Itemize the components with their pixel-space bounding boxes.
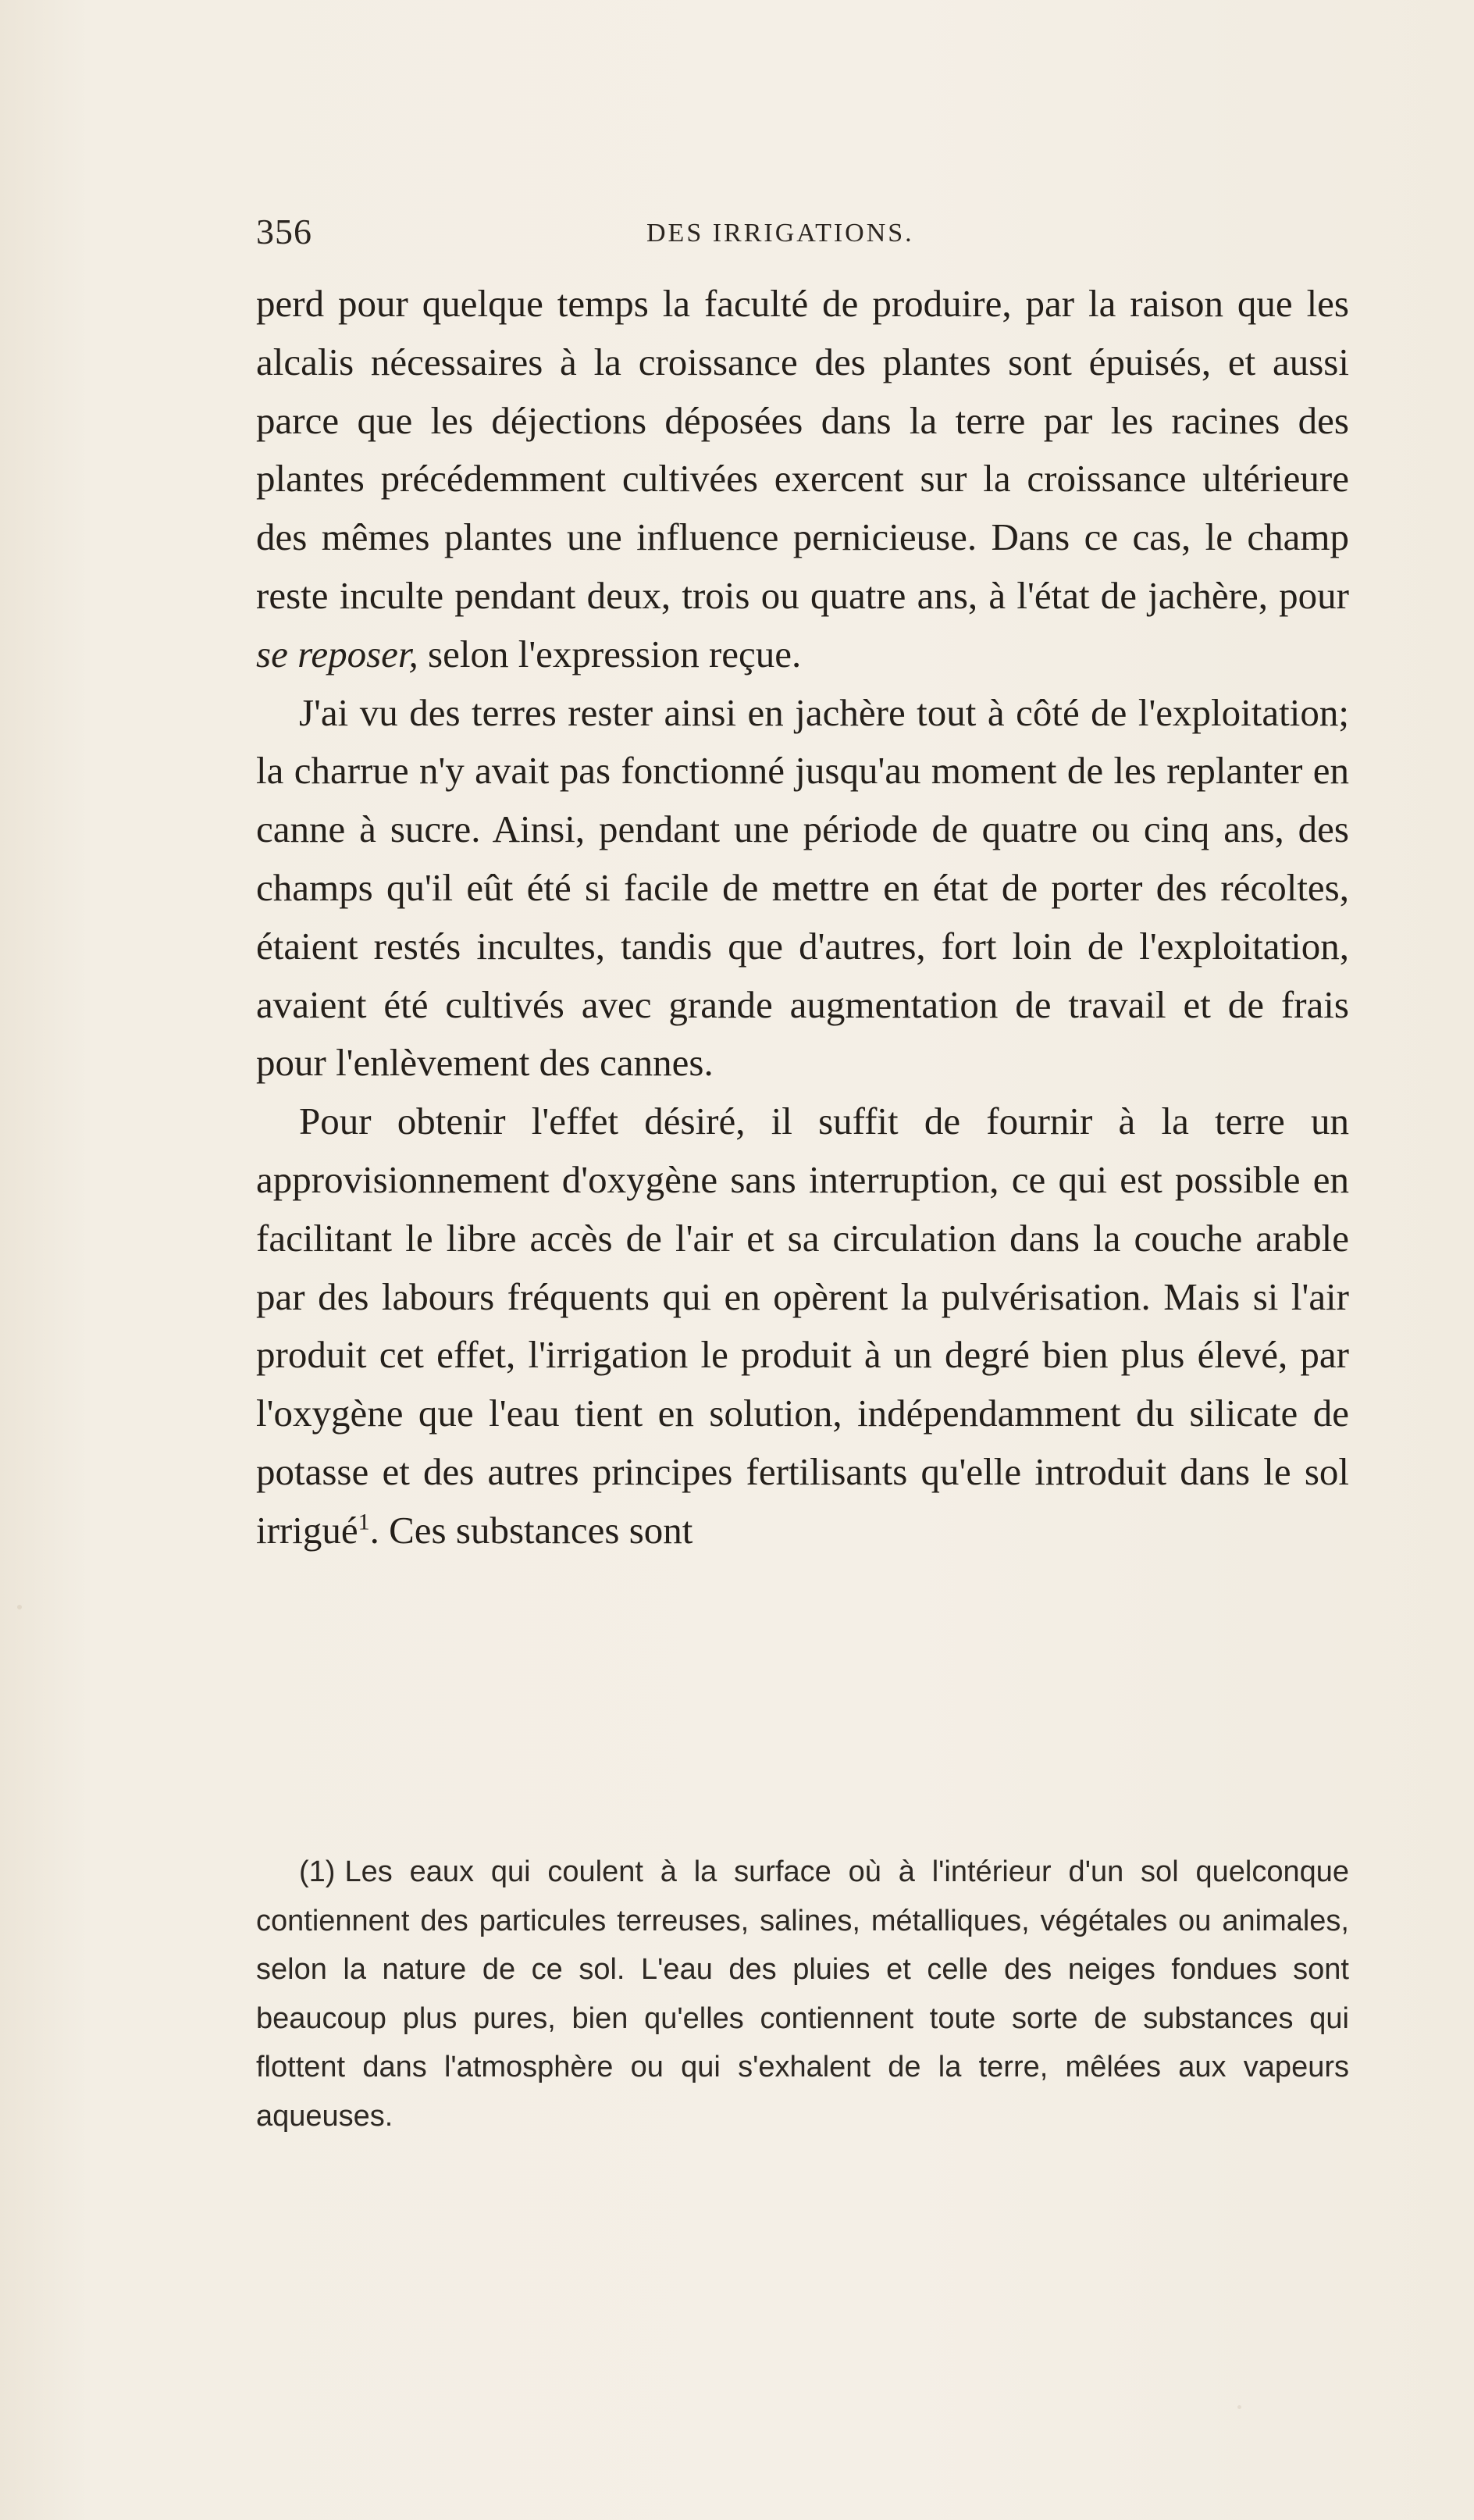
running-head: DES IRRIGATIONS. [646,219,914,248]
emphasis-text: se reposer, [256,632,418,675]
footnote-reference: 1 [358,1509,370,1535]
page-header [256,211,1349,266]
footnotes [256,1848,1349,2140]
paragraph-text: perd pour quelque temps la faculté de produire, par la raison que les alcalis nécessaires à la croissance des plantes sont épuisés, et aussi parce que les déjections déposées dans la terre par les racines des plantes précédemment cultivées exercent sur la croissance ultérieure des mêmes plantes une influence pernicieuse. Dans ce cas, le champ reste inculte pendant deux, trois ou quatre ans, à l'état de jachère, pour [256,282,1349,617]
paragraph-text: J'ai vu des terres rester ainsi en jachère tout à côté de l'exploitation; la charrue n'y avait pas fonctionné jusqu'au moment de les replanter en canne à sucre. Ainsi, pendant une période de quatre ou cinq ans, des champs qu'il eût été si facile de mettre en état de porter des récoltes, étaient restés incultes, tandis que d'autres, fort loin de l'exploitation, avaient été cultivés avec grande augmentation de travail et de frais pour l'enlèvement des cannes. [256,690,1349,1085]
footnote [256,1848,1349,2140]
paragraph [256,1092,1349,1559]
paper-foxing-spot [1237,2405,1241,2409]
paragraph [256,684,1349,1093]
footnote-number: (1) [299,1855,336,1888]
paragraph [256,275,1349,684]
paper-foxing-spot [17,1605,22,1609]
paragraph-tail: . Ces substances sont [369,1508,693,1552]
page-number: 356 [256,212,312,251]
footnote-text: Les eaux qui coulent à la surface où à l'intérieur d'un sol quelconque contiennent des particules terreuses, salines, métalliques, végétales ou animales, selon la nature de ce sol. L'eau des pluies et celle des neiges fondues sont beaucoup plus pures, bien qu'elles contiennent toute sorte de substances qui flottent dans l'atmosphère ou qui s'exhalent de la terre, mêlées aux vapeurs aqueuses. [256,1855,1349,2133]
paragraph-tail: selon l'expression reçue. [418,632,802,675]
paragraph-text: Pour obtenir l'effet désiré, il suffit de fournir à la terre un approvisionnement d'oxygène sans interruption, ce qui est possible en facilitant le libre accès de l'air et sa circulation dans la couche arable par des labours fréquents qui en opèrent la pulvérisation. Mais si l'air produit cet effet, l'irrigation le produit à un degré bien plus élevé, par l'oxygène que l'eau tient en solution, indépendamment du silicate de potasse et des autres principes fertilisants qu'elle introduit dans le sol irrigué [256,1100,1349,1552]
body-text [256,275,1349,1560]
